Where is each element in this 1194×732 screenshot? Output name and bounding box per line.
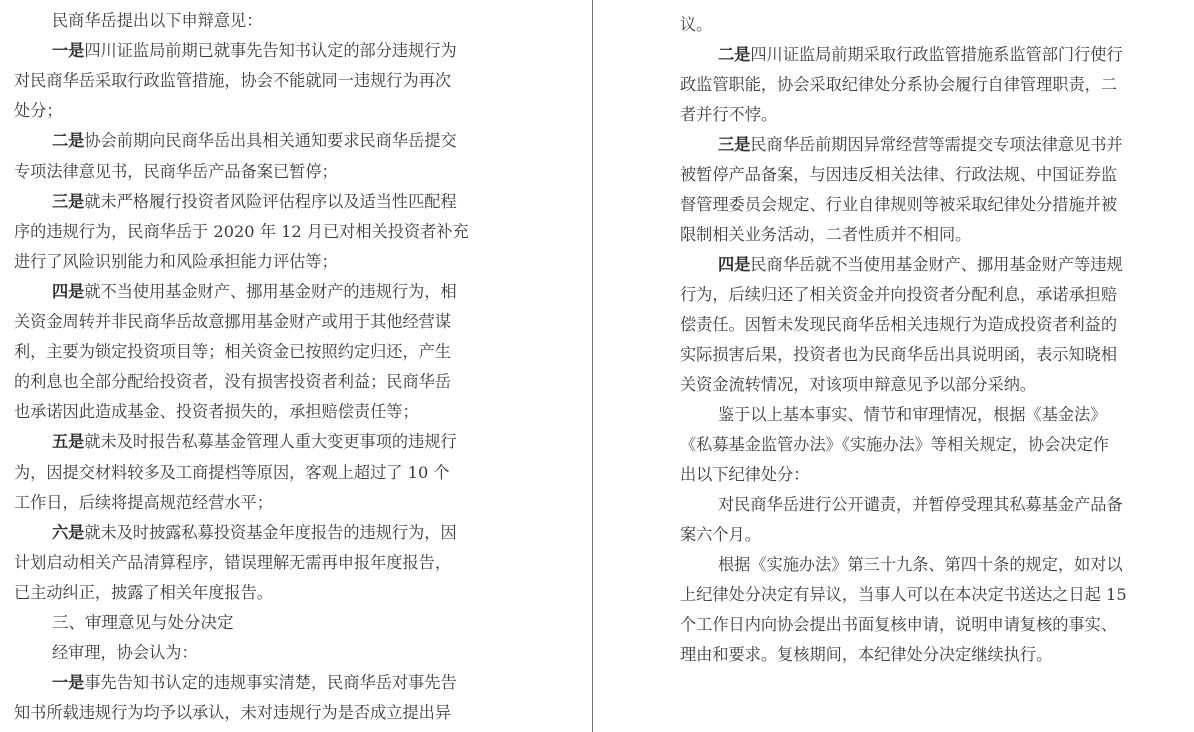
line-text: 专项法律意见书，民商华岳产品备案已暂停； (14, 161, 338, 181)
text-line (14, 222, 469, 242)
line-text: 偿责任。因暂未发现民商华岳相关违规行为造成投资者利益的 (680, 315, 1118, 334)
line-text: 个工作日内向协会提出书面复核申请，说明申请复核的事实、 (680, 615, 1118, 634)
section-heading (52, 613, 234, 633)
text-line (52, 192, 457, 212)
text-line (52, 523, 457, 543)
line-text: 行为，后续归还了相关资金并向投资者分配利息，承诺承担赔 (680, 285, 1118, 304)
text-line (718, 255, 1123, 275)
text-line (680, 615, 1117, 635)
text-line (52, 432, 457, 452)
line-text: 鉴于以上基本事实、情节和审理情况，根据《基金法》 (718, 405, 1107, 424)
page-divider (592, 0, 593, 732)
line-text: 处分； (14, 101, 63, 121)
line-text: 事先告知书认定的违规事实清楚，民商华岳对事先告 (84, 673, 457, 693)
line-text: 三、审理意见与处分决定 (52, 613, 234, 632)
text-line (14, 493, 273, 513)
ordinal-lead: 六是 (52, 522, 85, 542)
ordinal-lead: 四是 (718, 255, 751, 274)
text-line (680, 435, 1109, 455)
text-line (718, 45, 1123, 65)
text-line (680, 105, 777, 125)
ordinal-lead: 二是 (718, 45, 751, 64)
line-text: 序的违规行为，民商华岳于 2020 年 12 月已对相关投资者补充 (14, 221, 469, 241)
line-text: 议。 (680, 15, 713, 34)
ordinal-lead: 一是 (52, 673, 85, 693)
ordinal-lead: 五是 (52, 432, 85, 452)
line-text: 限制相关业务活动，二者性质并不相同。 (680, 225, 972, 244)
ordinal-lead: 三是 (52, 191, 85, 211)
line-text: 对民商华岳采取行政监管措施，协会不能就同一违规行为再次 (14, 71, 452, 91)
line-text: 民商华岳前期因异常经营等需提交专项法律意见书并 (750, 135, 1123, 154)
text-line (680, 375, 1036, 395)
line-text: 工作日，后续将提高规范经营水平； (14, 492, 273, 512)
line-text: 理由和要求。复核期间，本纪律处分决定继续执行。 (680, 645, 1053, 664)
text-line (680, 345, 1117, 365)
line-text: 协会前期向民商华岳出具相关通知要求民商华岳提交 (84, 131, 457, 151)
text-line (680, 195, 1117, 215)
line-text: 的利息也全部分配给投资者，没有损害投资者利益；民商华岳 (14, 372, 452, 392)
text-line (718, 495, 1123, 515)
ordinal-lead: 四是 (52, 281, 85, 301)
line-text: 民商华岳就不当使用基金财产、挪用基金财产等违规 (750, 255, 1123, 274)
text-line (680, 75, 1117, 95)
line-text: 案六个月。 (680, 525, 761, 544)
line-text: 民商华岳提出以下申辩意见： (52, 11, 263, 30)
text-line (14, 312, 451, 332)
line-text: 知书所载违规行为均予以承认，未对违规行为是否成立提出异 (14, 703, 452, 723)
text-line (680, 15, 712, 35)
ordinal-lead: 二是 (52, 131, 85, 151)
left-page-column (0, 0, 512, 732)
line-text: 也承诺因此造成基金、投资者损失的，承担赔偿责任等； (14, 402, 419, 422)
text-line (718, 555, 1123, 575)
text-line (680, 645, 1052, 665)
line-text: 政监管职能，协会采取纪律处分系协会履行自律管理职责，二 (680, 75, 1118, 94)
text-line (14, 583, 273, 603)
text-line (14, 402, 419, 422)
text-line (14, 252, 338, 272)
line-text: 已主动纠正，披露了相关年度报告。 (14, 582, 273, 602)
line-text: 根据《实施办法》第三十九条、第四十条的规定，如对以 (718, 555, 1123, 574)
text-line (680, 585, 1127, 605)
text-line (14, 101, 63, 121)
line-text: 关资金周转并非民商华岳故意挪用基金财产或用于其他经营谋 (14, 312, 452, 331)
line-text: 就未严格履行投资者风险评估程序以及适当性匹配程 (84, 191, 457, 211)
text-line (52, 41, 457, 61)
text-line (14, 553, 451, 573)
text-line (14, 372, 451, 392)
right-page-column (660, 0, 1180, 732)
text-line (718, 405, 1107, 425)
text-line (14, 463, 450, 483)
line-text: 就未及时披露私募投资基金年度报告的违规行为，因 (84, 522, 457, 542)
text-line (718, 135, 1123, 155)
text-line (14, 703, 451, 723)
line-text: 实际损害后果，投资者也为民商华岳出具说明函，表示知晓相 (680, 345, 1118, 364)
line-text: 为，因提交材料较多及工商提档等原因，客观上超过了 10 个 (14, 462, 450, 482)
text-line (680, 165, 1117, 185)
text-line (680, 465, 810, 485)
text-line (680, 285, 1117, 305)
line-text: 者并行不悖。 (680, 105, 778, 124)
text-line (52, 11, 262, 31)
text-line (14, 162, 338, 182)
text-line (680, 525, 761, 545)
text-line (14, 342, 451, 362)
text-line (52, 673, 457, 693)
text-line (680, 315, 1117, 335)
line-text: 对民商华岳进行公开谴责，并暂停受理其私募基金产品备 (718, 495, 1123, 514)
line-text: 上纪律处分决定有异议，当事人可以在本决定书送达之日起 15 (680, 585, 1127, 604)
line-text: 四川证监局前期已就事先告知书认定的部分违规行为 (84, 41, 457, 61)
line-text: 督管理委员会规定、行业自律规则等被采取纪律处分措施并被 (680, 195, 1118, 214)
line-text: 利，主要为锁定投资项目等；相关资金已按照约定归还，产生 (14, 342, 452, 362)
text-line (52, 643, 198, 663)
line-text: 就不当使用基金财产、挪用基金财产的违规行为，相 (84, 281, 457, 301)
text-line (680, 225, 971, 245)
line-text: 经审理，协会认为： (52, 643, 198, 663)
line-text: 《私募基金监管办法》《实施办法》等相关规定，协会决定作 (680, 435, 1109, 454)
ordinal-lead: 三是 (718, 135, 751, 154)
line-text: 被暂停产品备案，与因违反相关法律、行政法规、中国证券监 (680, 165, 1118, 184)
line-text: 四川证监局前期采取行政监管措施系监管部门行使行 (750, 45, 1123, 64)
ordinal-lead: 一是 (52, 41, 85, 61)
text-line (52, 282, 457, 302)
text-line (52, 131, 457, 151)
text-line (14, 71, 451, 91)
line-text: 出以下纪律处分： (680, 465, 810, 484)
line-text: 计划启动相关产品清算程序，错误理解无需再申报年度报告， (14, 552, 452, 572)
line-text: 就未及时报告私募基金管理人重大变更事项的违规行 (84, 432, 457, 452)
line-text: 进行了风险识别能力和风险承担能力评估等； (14, 251, 338, 271)
line-text: 关资金流转情况，对该项申辩意见予以部分采纳。 (680, 375, 1037, 394)
